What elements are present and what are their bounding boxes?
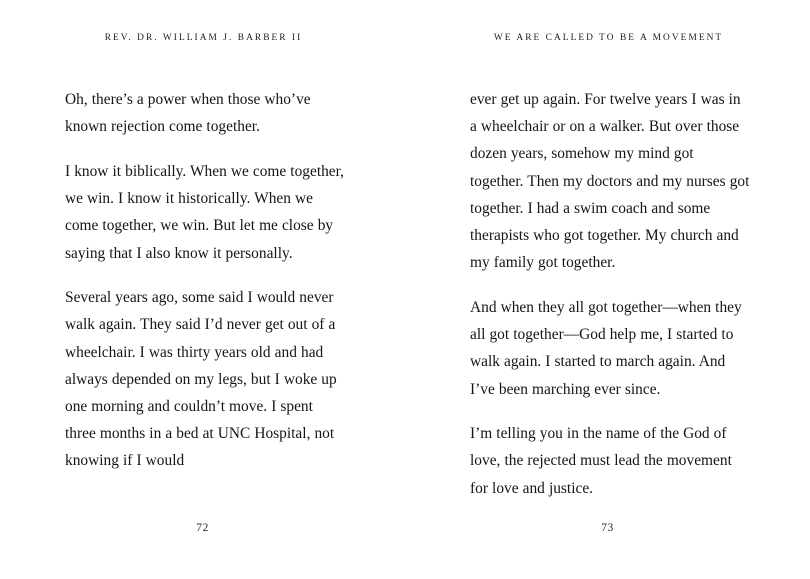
left-page-text-block — [65, 86, 346, 475]
running-head-right: WE ARE CALLED TO BE A MOVEMENT — [493, 33, 724, 43]
right-page-text-block — [470, 86, 751, 502]
folio-left: 72 — [196, 521, 209, 534]
paragraph: Several years ago, some said I would never walk again. They said I’d never get out of a wheelchair. I was thirty years old and had always depended on my legs, but I woke up one morning and couldn’t move. I spent three months in a bed at UNC Hospital, not knowing if I would — [65, 289, 337, 470]
paragraph: And when they all got together—when they all got together—God help me, I started to walk again. I started to march again. And I’ve been marching ever since. — [470, 298, 742, 398]
paragraph: I’m telling you in the name of the God of love, the rejected must lead the movement for love and justice. — [470, 425, 732, 497]
running-head-left: REV. DR. WILLIAM J. BARBER II — [104, 33, 303, 43]
paragraph: Oh, there’s a power when those who’ve known rejection come together. — [65, 91, 311, 136]
paragraph: ever get up again. For twelve years I was in a wheelchair or on a walker. But over those dozen years, somehow my mind got together. Then my doctors and my nurses got together. I had a swim coach and some therapists who got together. My church and my family got together. — [470, 91, 750, 272]
folio-right: 73 — [601, 521, 614, 534]
right-page — [405, 0, 810, 579]
paragraph: I know it biblically. When we come together, we win. I know it historically. When we come together, we win. But let me close by saying that I also know it personally. — [65, 162, 345, 262]
